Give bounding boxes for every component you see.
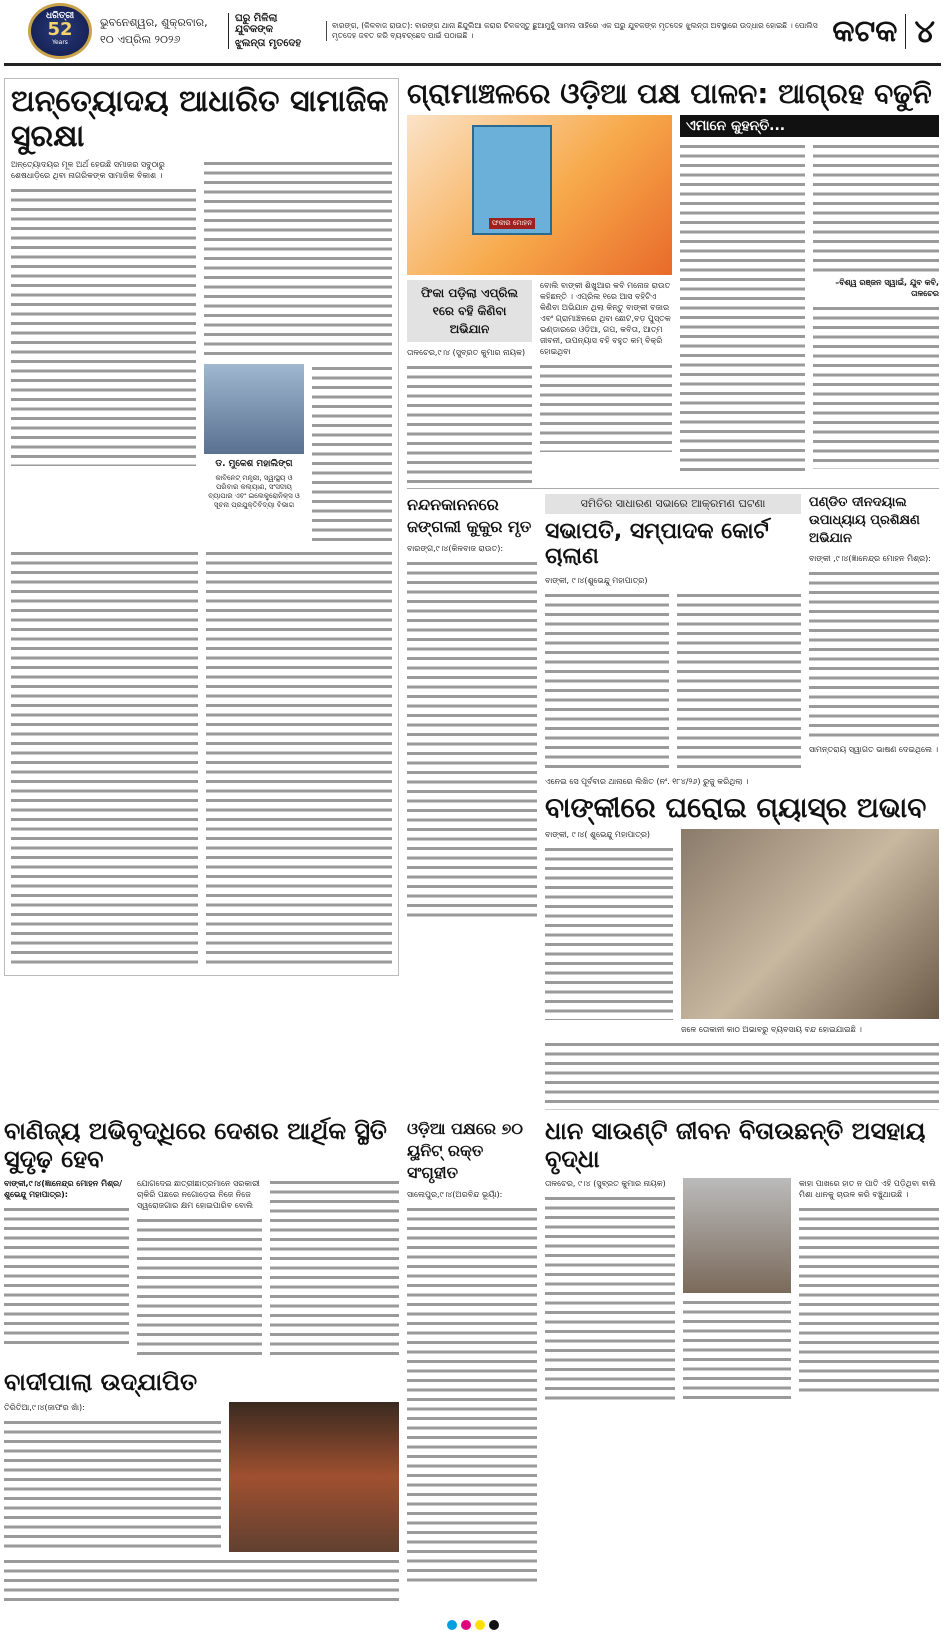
lead-text: ଅନ୍ତ୍ୟୋଦୟର ମୂଳ ଅର୍ଥ ହେଉଛି ସମାଜର ସବୁଠାରୁ ଶେଷଧାଡ଼ିରେ ଥିବା ନାଗରିକଙ୍କ ସାମାଜିକ ବିକାଶ । [11,160,165,180]
headline-odia-pakhya: ଗ୍ରାମାଞ୍ଚଳରେ ଓଡ଼ିଆ ପକ୍ଷ ପାଳନ: ଆଗ୍ରହ ବଢୁନି [407,77,932,110]
book-image [407,115,672,275]
article-antyodaya [4,78,399,976]
gas-photo [681,829,939,1019]
article-badipala [4,1369,399,1607]
headline: ଅନ୍ତ୍ୟୋଦୟ ଆଧାରିତ ସାମାଜିକ ସୁରକ୍ଷା [11,84,389,154]
headline-nandankanan: ନନ୍ଦନକାନନରେ ଜଙ୍ଗଲୀ କୁକୁର ମୃତ [407,495,532,537]
article-banijya [4,1118,399,1358]
lead-text: ଯୋଗଦେଇ ଛାତ୍ରୀଛାତ୍ରମାନେ ସରକାରୀ ଚାକିରି ପଛରେ ନଗୋଡ଼େଇ ନିଜେ ନିଜେ ସ୍ୱରୋଜଗାର କ୍ଷମ ହୋଇପାରିବ ବୋଲି [137,1179,260,1211]
lead-text: ବୋଲି ବାଙ୍କୀ ଶିଖୁଆର କବି ମନୋଜ ରାଉତ କହିଛନ୍ତି । ଏପ୍ରିଲ ୧ରେ ଆସ ବହିଟିଏ କିଣିବା ଅଭିଯାନ ଥିଲା କିନ୍ତୁ ବାଙ୍କୀ ବଜାର ଏବଂ ଗ୍ରାମାଞ୍ଚଳରେ ଥିବା ଛୋଟ,ବଡ଼ ପୁସ୍ତକ ଭଣ୍ଡାରରେ ଓଡ଼ିଆ, ଗପ, କବିତା, ଆତ୍ମ ଜୀବନୀ, ଉପନ୍ୟାସ ବହି ବହୁତ କମ୍ ବିକ୍ରି ହୋଇଥିବା [540,281,671,357]
headline-sabhapati: ସଭାପତି, ସମ୍ପାଦକ କୋର୍ଟ ଚାଲାଣ [545,519,769,570]
lead-text: କାହା ପାଖରେ ହାତ ନ ପାତି ଏହି ପଡ଼ିଥିବା ବାଲି ମିଶା ଧାନକୁ ଚାଉଳ କରି ବଞ୍ଚୁଥାଉଛି । [799,1179,936,1200]
byline: ବାରଙ୍ଗ,୯।୪(କିଳବାଜ ରାଉତ): [407,544,504,554]
masthead [4,0,941,66]
byline: ତାଳଚେର,୯।୪ (ସୁବ୍ରତ କୁମାର ନାୟକ) [407,348,526,358]
logo: ଧରିତ୍ରୀ 52 Years [28,3,92,59]
article-nandankanan [407,494,537,919]
byline: ବାଙ୍କୀ, ୯।୪(ଶୁଭେନ୍ଦୁ ମହାପାତ୍ର) [545,575,648,585]
book-cover [472,125,552,235]
dateline [100,16,220,47]
subhead-box: ଫିକା ପଡ଼ିଲା ଏପ୍ରିଲ ୧ରେ ବହି କିଣିବା ଅଭିଯାନ [407,280,532,342]
teaser [228,13,318,49]
row-bottom [4,1118,941,1607]
photo-caption: ଜଳେ ତୋକାନୀ କାଠ ଅଭାବରୁ ବ୍ୟବସାୟ ବନ୍ଦ ହୋଇଯାଇଛି । [681,1024,862,1034]
place-day: ଭୁବନେଶ୍ୱର, ଶୁକ୍ରବାର, [100,15,208,29]
teaser-line2: ଝୁଲନ୍ତା ମୃତଦେହ [235,38,302,49]
byline: ସାଲେପୁର,୯।୪(ଅରବିନ୍ଦ ଭୂୟାଁ): [407,1189,503,1199]
headline-banijya: ବାଣିଜ୍ୟ ଅଭିବୃଦ୍ଧିରେ ଦେଶର ଆର୍ଥିକ ସ୍ଥିତି ସୁଦୃଢ଼ ହେବ [4,1116,387,1173]
article-gas [545,792,939,1110]
author-desc: କାବିନେଟ୍ ମନ୍ତ୍ରୀ, ସ୍ୱାସ୍ଥ୍ୟ ଓ ପରିବାର କଲ୍ୟାଣ, ସଂସଦୀୟ ବ୍ୟାପାର ଏବଂ ଇଲେକ୍ଟ୍ରୋନିକ୍ସ ଓ ସୂଚନା ପ୍ରଯୁକ୍ତିବିଦ୍ୟା ବିଭାଗ [208,474,300,509]
headline-blood: ଓଡ଼ିଆ ପକ୍ଷରେ ୭୦ ୟୁନିଟ୍ ରକ୍ତ ସଂଗୃହୀତ [407,1118,523,1182]
registration-marks [4,1615,941,1628]
article-blood [407,1118,537,1585]
article-pandit [809,494,939,755]
date: ୧୦ ଏପ୍ରିଲ ୨୦୨୬ [100,32,181,46]
box-title: ଏମାନେ କୁହନ୍ତି... [680,115,939,137]
headline-dhana: ଧାନ ସାଉଣ୍ଟି ଜୀବନ ବିତାଉଛନ୍ତି ଅସହାୟ ବୃଦ୍ଧା [545,1116,926,1173]
byline: ତାଳଚେର, ୯।୪ (ସୁବ୍ରତ କୁମାର ନାୟକ) [545,1179,666,1189]
old-woman-photo [683,1178,791,1293]
row-top [4,78,941,1110]
kicker: ସମିତିର ସାଧାରଣ ସଭାରେ ଆକ୍ରମଣ ଘଟଣା [545,494,801,514]
byline: ତିରିତିଆ,୯।୪(ଜାଫର ଖାଁ): [4,1402,85,1412]
headline-gas: ବାଙ୍କୀରେ ଘରୋଇ ଗ୍ୟାସ୍‌ର ଅଭାବ [545,790,927,824]
headline-badipala: ବାଦୀପାଲା ଉଦ୍‌ଯାପିତ [4,1368,198,1397]
quote-signature: –ବିଶ୍ୱ ରଞ୍ଜନ ସ୍ୱାଇଁ, ଯୁବ କବି, ତାଳଚେର [835,278,939,299]
book-title: ଫକୀର ମୋହନ [489,218,535,229]
byline: ବାଙ୍କୀ,୯।୪(ଜ୍ଞାନେନ୍ଦ୍ର ମୋହନ ମିଶ୍ର/ଶୁଭେନ୍ଦୁ ମହାପାତ୍ର): [4,1179,123,1200]
right-column [407,78,939,1110]
article-dhana [545,1118,939,1404]
teaser-line1: ଘରୁ ମିଳିଲା ଯୁବକଙ୍କ [235,13,278,35]
page-number: ୪ [914,11,935,50]
brief-news: ବାରଙ୍ଗ, (କିଳବାଜ ରାଉତ): ବାରଙ୍ଗ ଥାନା ଛିନ୍ଦୁଲିଆ କରାର ଚିଳକସ୍ତୁ ଛୁଆମୁହୁଁ ସାମଲ ସାହିରେ ଏକ ଘରୁ ଯୁବକଙ୍କ ମୃତଦେହ ଝୁଲନ୍ତା ଅବସ୍ଥାରେ ଉଦ୍ଧାର ହୋଇଛି । ପୋଲିସ ମୃତଦେହ ଜବତ କରି ବ୍ୟବଚ୍ଛେଦ ପାଇଁ ପଠାଇଛି । [326,21,824,41]
badipala-photo [229,1402,399,1552]
author-photo [204,364,304,454]
headline-pandit: ପଣ୍ଡିତ ଦୀନଦୟାଲ ଉପାଧ୍ୟାୟ ପ୍ରଶିକ୍ଷଣ ଅଭିଯାନ [809,495,920,547]
article-samiti [545,494,801,787]
author-name: ଡ. ମୁକେଶ ମହାଲିଙ୍ଗ [215,459,293,469]
byline: ବାଙ୍କୀ, ୯।୪( ଶୁଭେନ୍ଦୁ ମହାପାତ୍ର) [545,829,651,839]
edition-name: କଟକ [832,14,906,49]
tail-text: ସାମନ୍ତରାୟ ସ୍ୱାଗତ ଭାଷଣ ଦେଇଥିଲେ । [809,745,939,755]
tail-text: ଏନେଇ ସେ ପୂର୍ବବାର ଥାନାରେ ଲିଖିତ (ନଂ. ୧୮୪/୨୬) ରୁଜୁ କରିଥିଲା । [545,776,749,786]
byline: ବାଙ୍କୀ ,୯।୪(ଜ୍ଞାନେନ୍ଦ୍ର ମୋହନ ମିଶ୍ର): [809,554,931,564]
